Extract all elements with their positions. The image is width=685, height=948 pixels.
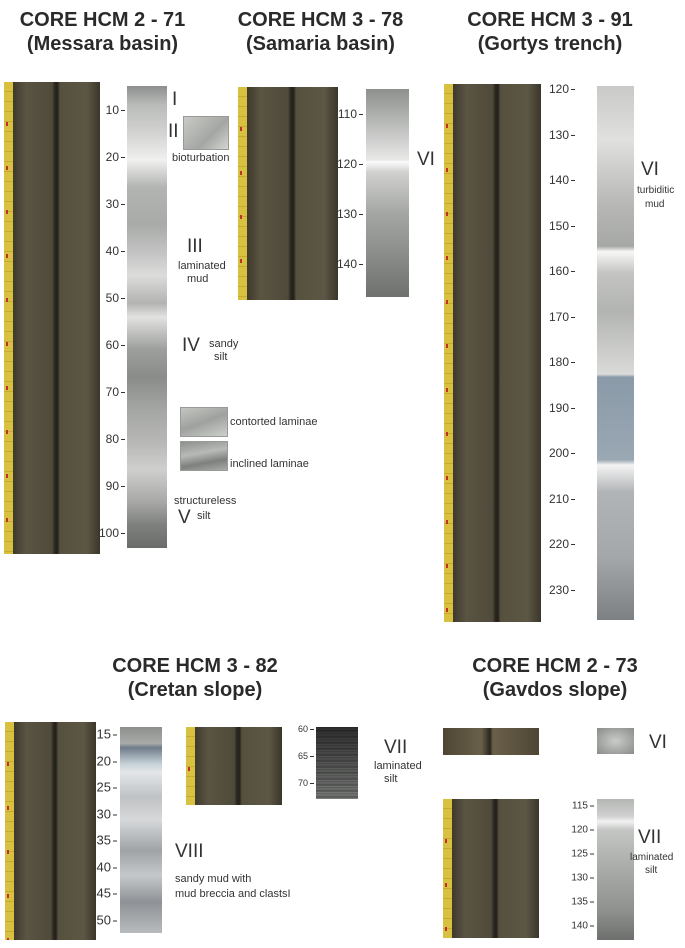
inclined-laminae-inset	[180, 441, 228, 471]
unit-VI-label: VI	[649, 732, 667, 753]
depth-tick: 70	[106, 385, 125, 399]
structureless-silt-label: structureless	[174, 495, 237, 507]
depth-tick: 20	[106, 150, 125, 164]
depth-tick: 90	[106, 479, 125, 493]
cretan-xray-scale	[120, 935, 162, 941]
depth-tick: 150	[549, 219, 575, 233]
sandy-silt-label: silt	[214, 351, 228, 363]
depth-tick: 140	[549, 173, 575, 187]
depth-tick: 40	[97, 860, 117, 875]
title-messara	[0, 8, 205, 56]
title-samaria-core: CORE HCM 3 - 78	[237, 9, 404, 31]
depth-tick: 125	[571, 849, 594, 860]
depth-tick: 200	[549, 446, 575, 460]
gavdos-core-sediment	[452, 799, 539, 938]
samaria-xray-scale	[366, 299, 409, 305]
unit-VI-label: VI	[417, 149, 435, 170]
cretan-xray	[120, 727, 162, 933]
gavdos-upper-core-photo	[443, 728, 539, 755]
depth-tick: 230	[549, 583, 575, 597]
gortys-core-photo	[444, 84, 541, 622]
samaria-xray	[366, 89, 409, 297]
depth-tick: 10	[106, 103, 125, 117]
unit-IV-label: IV	[182, 335, 200, 356]
depth-tick: 120	[571, 825, 594, 836]
gavdos-core-photo	[443, 799, 539, 938]
unit-VII-label: VII	[638, 827, 662, 848]
depth-tick: 50	[106, 291, 125, 305]
depth-tick: 140	[571, 921, 594, 932]
depth-tick: 50	[97, 913, 117, 928]
depth-tick: 30	[106, 197, 125, 211]
sandy-mud-label: mud breccia and clastsI	[175, 888, 291, 900]
gavdos-xray	[597, 799, 634, 940]
structureless-silt-label: silt	[197, 510, 211, 522]
title-gavdos	[450, 654, 660, 702]
depth-tick: 170	[549, 310, 575, 324]
depth-tick: 60	[106, 338, 125, 352]
title-messara-core: CORE HCM 2 - 71	[19, 9, 186, 31]
gortys-xray-scale	[597, 622, 634, 628]
depth-tick: 120	[549, 82, 575, 96]
depth-tick: 80	[106, 432, 125, 446]
depth-tick: 110	[338, 107, 363, 121]
gavdos-depth-axis	[565, 799, 594, 940]
samaria-depth-axis	[333, 89, 363, 297]
bioturbation-inset	[183, 116, 229, 150]
unit-VI-label: VI	[641, 159, 659, 180]
laminated-mud-label: laminated	[178, 260, 226, 272]
unit-V-label: V	[178, 507, 191, 528]
laminated-silt-label: laminated	[630, 852, 674, 863]
title-gortys-core: CORE HCM 3 - 91	[467, 9, 633, 31]
depth-tick: 35	[97, 833, 117, 848]
unit-VII-label: VII	[384, 737, 408, 758]
title-gortys-trench: (Gortys trench)	[477, 33, 623, 55]
depth-tick: 15	[97, 727, 117, 742]
turbiditic-mud-label: mud	[645, 199, 665, 210]
depth-tick: 100	[99, 526, 125, 540]
depth-tick: 130	[337, 207, 363, 221]
gortys-depth-axis	[545, 82, 575, 620]
messara-depth-axis	[95, 86, 125, 548]
turbiditic-mud-label: turbiditic	[637, 185, 675, 196]
depth-tick: 130	[549, 128, 575, 142]
gavdos-upper-core-sediment	[443, 728, 539, 755]
cretan-depth-axis	[87, 727, 117, 933]
laminated-silt-label: silt	[645, 865, 658, 876]
title-samaria	[228, 8, 413, 56]
gavdos-xray-scale	[597, 942, 634, 948]
depth-tick: 210	[549, 492, 575, 506]
gortys-core-sediment	[453, 84, 541, 622]
gavdos-upper-xray	[597, 728, 634, 754]
depth-tick: 30	[97, 807, 117, 822]
messara-core-photo	[4, 82, 100, 554]
laminated-mud-label: mud	[187, 273, 209, 285]
contorted-laminae-inset	[180, 407, 228, 437]
title-gavdos-core: CORE HCM 2 - 73	[472, 655, 638, 677]
title-cretan	[80, 654, 310, 702]
depth-tick: 130	[571, 873, 594, 884]
title-samaria-basin: (Samaria basin)	[246, 33, 395, 55]
sandy-mud-label: sandy mud with	[175, 873, 252, 885]
depth-tick: 120	[337, 157, 363, 171]
cretan-upper-core-photo	[186, 727, 282, 805]
unit-VIII-label: VIII	[175, 841, 204, 862]
messara-xray-scale	[127, 550, 167, 556]
depth-tick: 160	[549, 264, 575, 278]
depth-tick: 190	[549, 401, 575, 415]
depth-tick: 65	[298, 751, 314, 761]
title-cretan-core: CORE HCM 3 - 82	[112, 655, 278, 677]
cretan-upper-core-sediment	[195, 727, 282, 805]
cretan-core-photo	[5, 722, 96, 940]
laminated-silt-label: laminated	[374, 760, 422, 772]
unit-II-label: II	[168, 121, 179, 142]
messara-core-sediment	[13, 82, 100, 554]
title-gortys	[445, 8, 655, 56]
depth-tick: 115	[572, 801, 594, 812]
depth-tick: 135	[571, 897, 594, 908]
laminated-silt-label: silt	[384, 773, 398, 785]
samaria-core-photo	[238, 87, 338, 300]
depth-tick: 45	[97, 886, 117, 901]
contorted-laminae-label: contorted laminae	[230, 416, 318, 428]
depth-tick: 140	[337, 257, 363, 271]
cretan-upper-xray	[316, 727, 358, 799]
depth-tick: 70	[298, 778, 314, 788]
depth-tick: 40	[106, 244, 125, 258]
bioturbation-label: bioturbation	[172, 152, 230, 164]
unit-III-label: III	[187, 236, 203, 257]
depth-tick: 180	[549, 355, 575, 369]
depth-tick: 60	[298, 724, 314, 734]
unit-I-label: I	[172, 89, 178, 110]
depth-tick: 25	[97, 780, 117, 795]
messara-xray	[127, 86, 167, 548]
depth-tick: 20	[97, 754, 117, 769]
title-cretan-slope: (Cretan slope)	[127, 679, 263, 701]
title-messara-basin: (Messara basin)	[26, 33, 179, 55]
cretan-upper-depth-axis	[286, 724, 314, 799]
gortys-xray	[597, 86, 634, 620]
depth-tick: 220	[549, 537, 575, 551]
inclined-laminae-label: inclined laminae	[230, 458, 309, 470]
sandy-silt-label: sandy	[209, 338, 239, 350]
title-gavdos-slope: (Gavdos slope)	[482, 679, 628, 701]
samaria-core-sediment	[247, 87, 338, 300]
cretan-upper-xray-scale	[316, 801, 358, 807]
cretan-core-sediment	[14, 722, 96, 940]
